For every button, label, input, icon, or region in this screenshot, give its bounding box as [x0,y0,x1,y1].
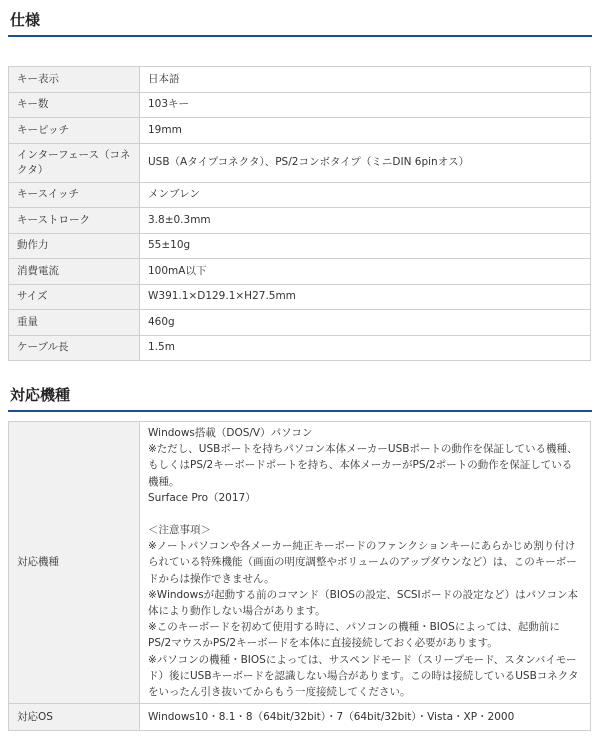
spec-value: メンブレン [140,182,591,208]
table-row [9,284,591,310]
compat-table [8,421,591,731]
spec-label: キーストローク [9,208,140,234]
models-label: 対応機種 [9,422,140,704]
models-line: Surface Pro（2017） [148,491,256,504]
spec-value: W391.1×D129.1×H27.5mm [140,284,591,310]
spec-label: ケーブル長 [9,335,140,361]
spec-value: 103キー [140,92,591,118]
spec-label: サイズ [9,284,140,310]
models-line: ※Windowsが起動する前のコマンド（BIOSの設定、SCSIボードの設定など）はパソコン本体により動作しない場合があります。 [148,588,578,618]
table-row [9,92,591,118]
spec-value: 460g [140,310,591,336]
table-row-models [9,422,591,704]
compat-section-title: 対応機種 [8,385,592,412]
spec-value: 19mm [140,118,591,144]
spec-label: インターフェース（コネクタ） [9,143,140,182]
models-value [140,422,591,704]
table-row [9,208,591,234]
spec-value: 1.5m [140,335,591,361]
spec-label: キー表示 [9,67,140,93]
os-label: 対応OS [9,704,140,731]
models-line: Windows搭載（DOS/V）パソコン [148,427,313,439]
models-line: ※パソコンの機種・BIOSによっては、サスペンドモード（スリープモード、スタンバイモード）後にUSBキーボードを認識しない場合があります。この時は接続しているUSBコネクタをいったん引き抜いてからもう一度接続してください。 [148,653,579,699]
table-row [9,67,591,93]
spec-value: 日本語 [140,67,591,93]
models-line: ※ノートパソコンや各メーカー純正キーボードのファンクションキーにあらかじめ割り付けられている特殊機能（画面の明度調整やボリュームのアップダウンなど）は、このキーボードからは操作できません。 [148,540,577,585]
models-line: ＜注意事項＞ [148,524,211,537]
table-row [9,182,591,208]
table-row [9,310,591,336]
spec-section-title: 仕様 [8,10,592,37]
spec-value: 55±10g [140,233,591,259]
table-row [9,335,591,361]
spec-value: USB（Aタイプコネクタ）、PS/2コンボタイプ（ミニDIN 6pinオス） [140,143,591,182]
spec-label: キースイッチ [9,182,140,208]
table-row [9,118,591,144]
table-row [9,233,591,259]
spec-label: キーピッチ [9,118,140,144]
table-row-os [9,704,591,731]
spec-label: キー数 [9,92,140,118]
table-row [9,143,591,182]
spec-label: 消費電流 [9,259,140,285]
models-line: ※このキーボードを初めて使用する時に、パソコンの機種・BIOSによっては、起動前にPS/2マウスかPS/2キーボードを本体に直接接続しておく必要があります。 [148,621,560,650]
spacer [148,506,582,522]
os-value: Windows10・8.1・8（64bit/32bit）・7（64bit/32bit）・Vista・XP・2000 [140,704,591,731]
spec-table [8,66,591,361]
table-row [9,259,591,285]
spec-value: 100mA以下 [140,259,591,285]
spec-label: 動作力 [9,233,140,259]
spec-label: 重量 [9,310,140,336]
spec-value: 3.8±0.3mm [140,208,591,234]
models-line: ※ただし、USBポートを持ちパソコン本体メーカーUSBポートの動作を保証している機種、もしくはPS/2キーボードポートを持ち、本体メーカーがPS/2ポートの動作を保証している機種。 [148,443,578,488]
